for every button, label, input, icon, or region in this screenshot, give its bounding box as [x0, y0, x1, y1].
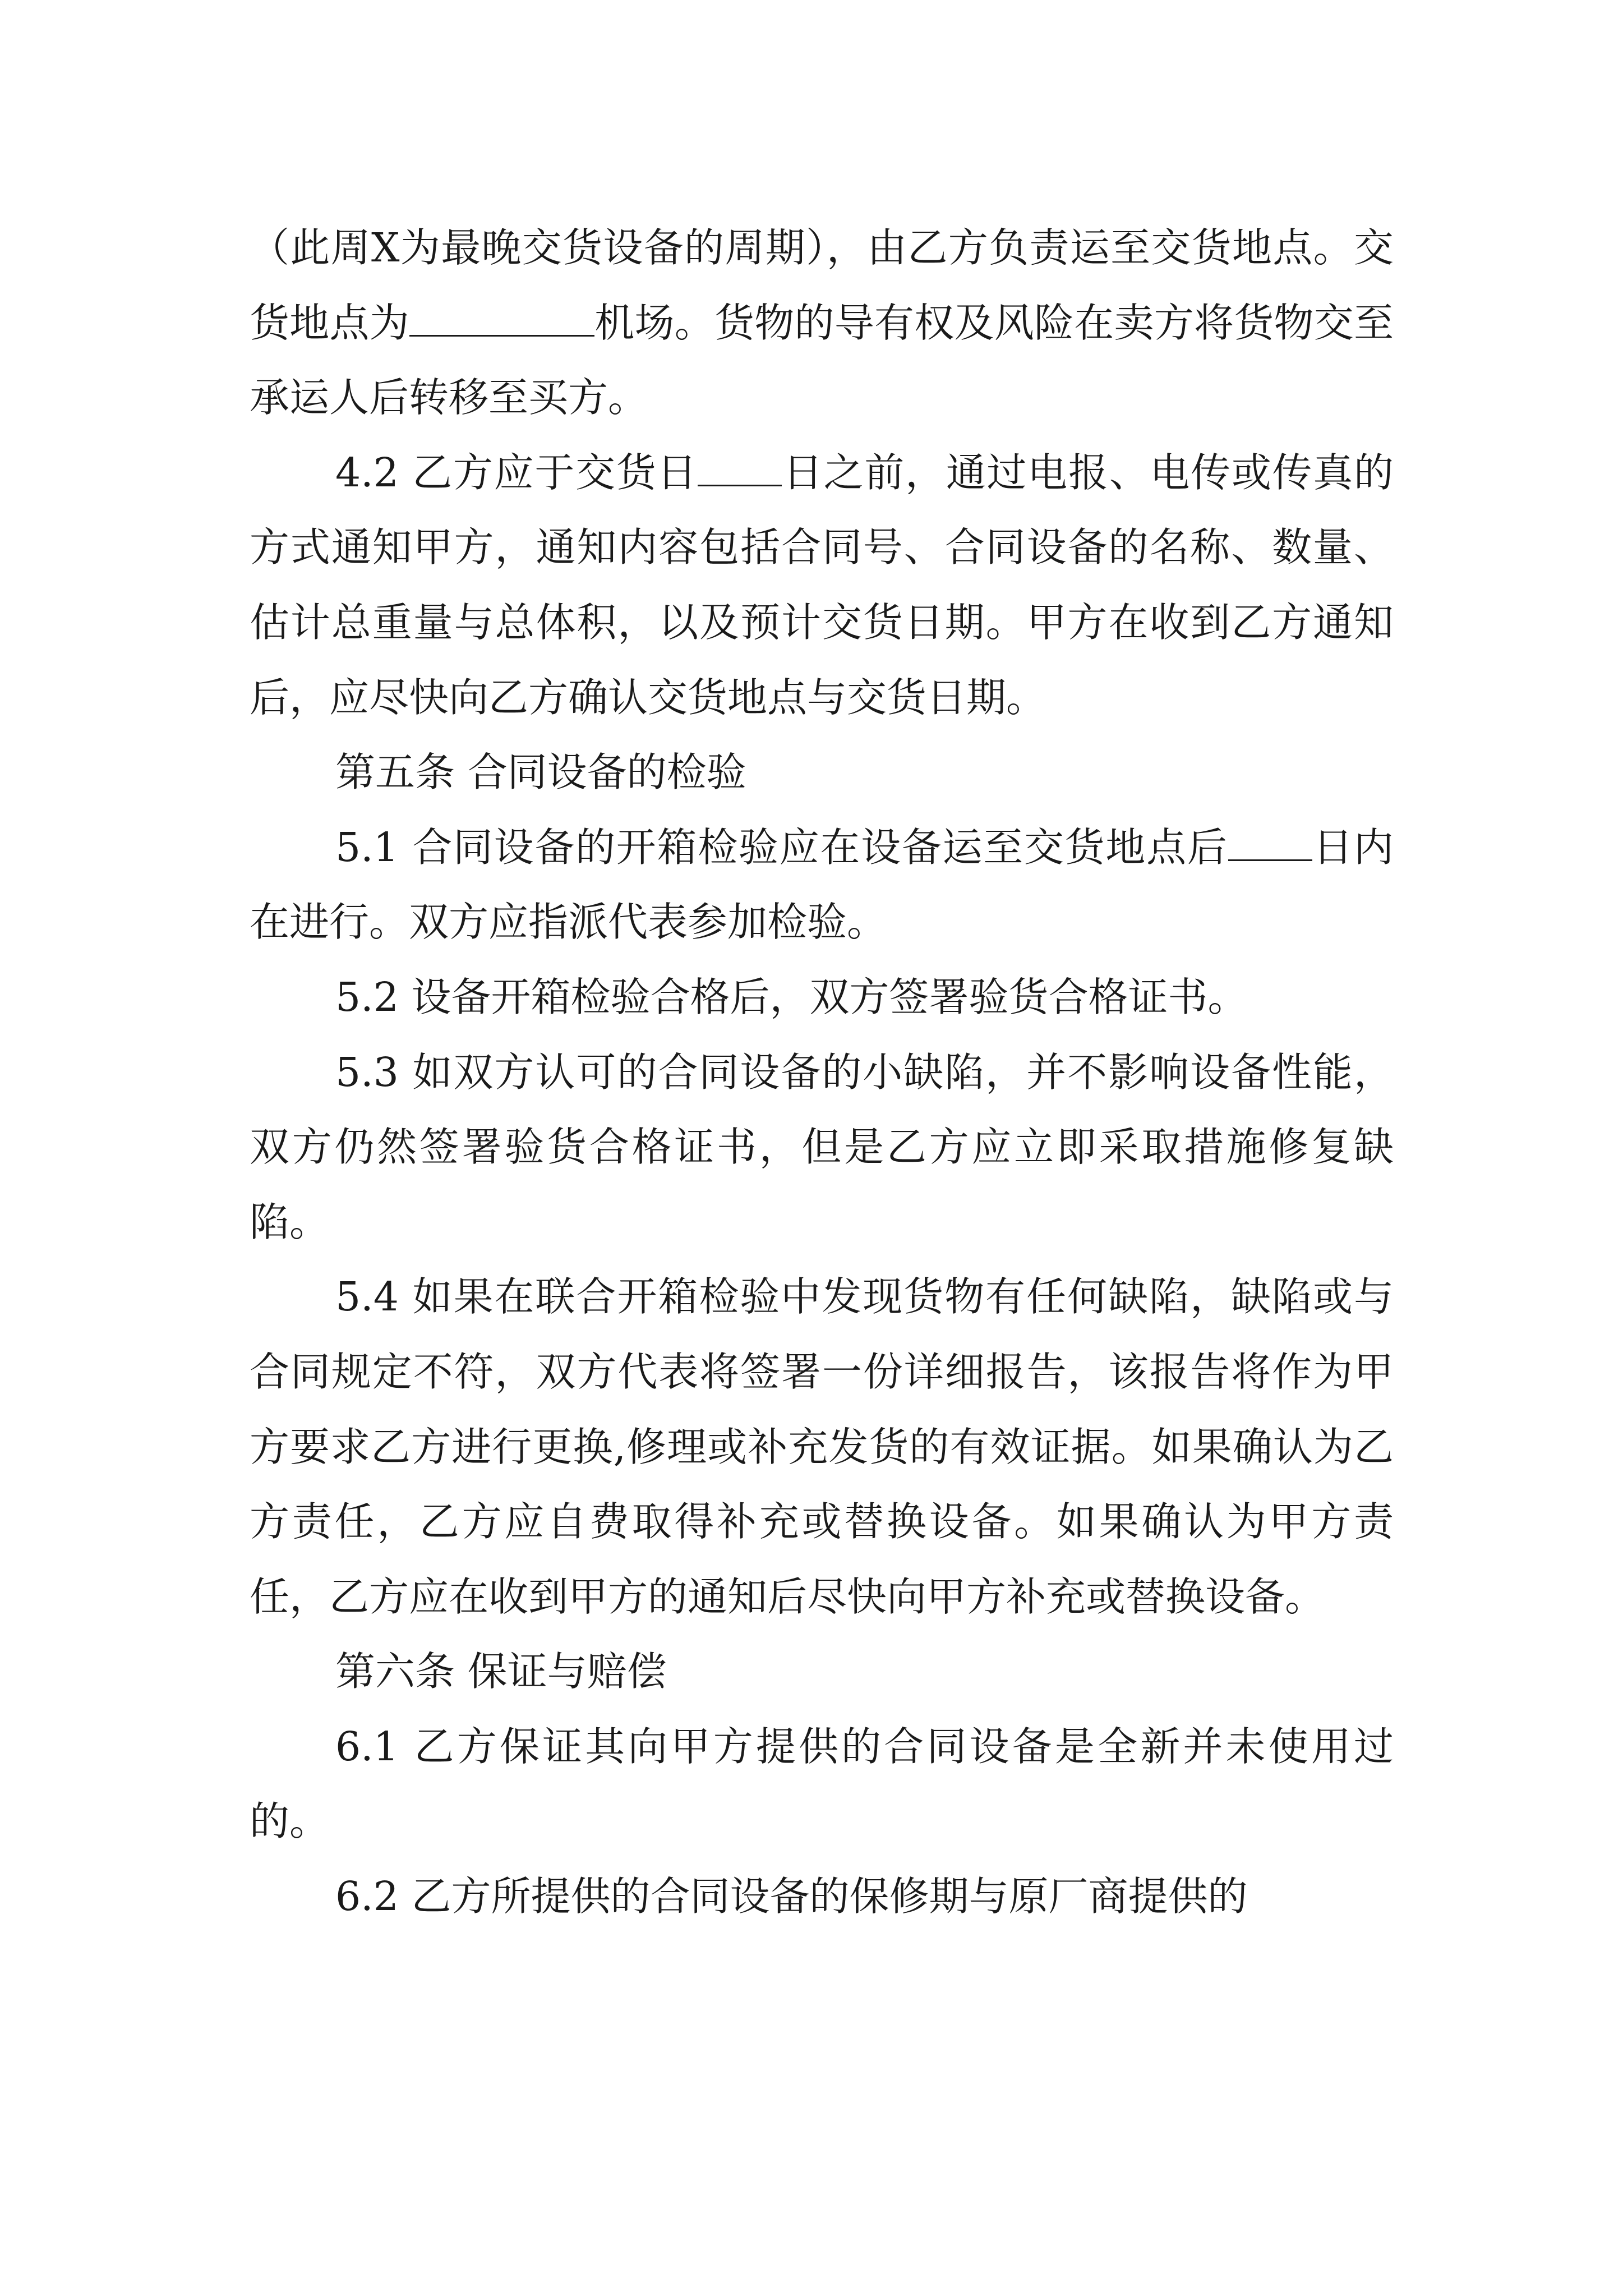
paragraph-clause-6-2: 6.2 乙方所提供的合同设备的保修期与原厂商提供的 [335, 1873, 1248, 1920]
section-heading-article-6: 第六条 保证与赔偿 [335, 1648, 667, 1695]
paragraph-delivery-location [250, 210, 1394, 435]
document-body [250, 210, 1394, 1934]
paragraph-clause-4-2 [250, 435, 1394, 735]
paragraph-text-continued: 机场。货物的导有权及风险在卖方将货物交至承运人后转移至买方。 [250, 299, 1394, 421]
paragraph-text: （此周X为最晚交货设备的周期），由乙方负责运至交货地点。交货地点为 [250, 224, 1394, 346]
paragraph-clause-5-3: 5.3 如双方认可的合同设备的小缺陷，并不影响设备性能，双方仍然签署验货合格证书，但是乙方应立即采取措施修复缺陷。 [250, 1048, 1394, 1245]
paragraph-clause-5-1 [250, 810, 1394, 960]
paragraph-text: 5.1 合同设备的开箱检验应在设备运至交货地点后 [335, 823, 1228, 871]
paragraph-clause-5-4: 5.4 如果在联合开箱检验中发现货物有任何缺陷，缺陷或与合同规定不符，双方代表将签署一份详细报告，该报告将作为甲方要求乙方进行更换,修理或补充发货的有效证据。如果确认为乙方责任，乙方应自费取得补充或替换设备。如果确认为甲方责任，乙方应在收到甲方的通知后尽快向甲方补充或替换设备。 [250, 1273, 1394, 1620]
paragraph-clause-5-2: 5.2 设备开箱检验合格后，双方签署验货合格证书。 [335, 973, 1248, 1020]
section-heading-article-5: 第五条 合同设备的检验 [335, 749, 746, 796]
fill-in-blank-days[interactable] [698, 447, 782, 486]
paragraph-clause-6-1: 6.1 乙方保证其向甲方提供的合同设备是全新并未使用过的。 [250, 1723, 1394, 1845]
fill-in-blank-inspection-days[interactable] [1228, 821, 1312, 861]
paragraph-text-continued: 日之前，通过电报、电传或传真的方式通知甲方，通知内容包括合同号、合同设备的名称、数量、估计总重量与总体积，以及预计交货日期。甲方在收到乙方通知后，应尽快向乙方确认交货地点与交货日期。 [250, 449, 1394, 721]
paragraph-text: 4.2 乙方应于交货日 [335, 449, 698, 496]
fill-in-blank-airport[interactable] [409, 297, 594, 336]
paragraph-text-continued: 日内在进行。双方应指派代表参加检验。 [250, 823, 1394, 946]
